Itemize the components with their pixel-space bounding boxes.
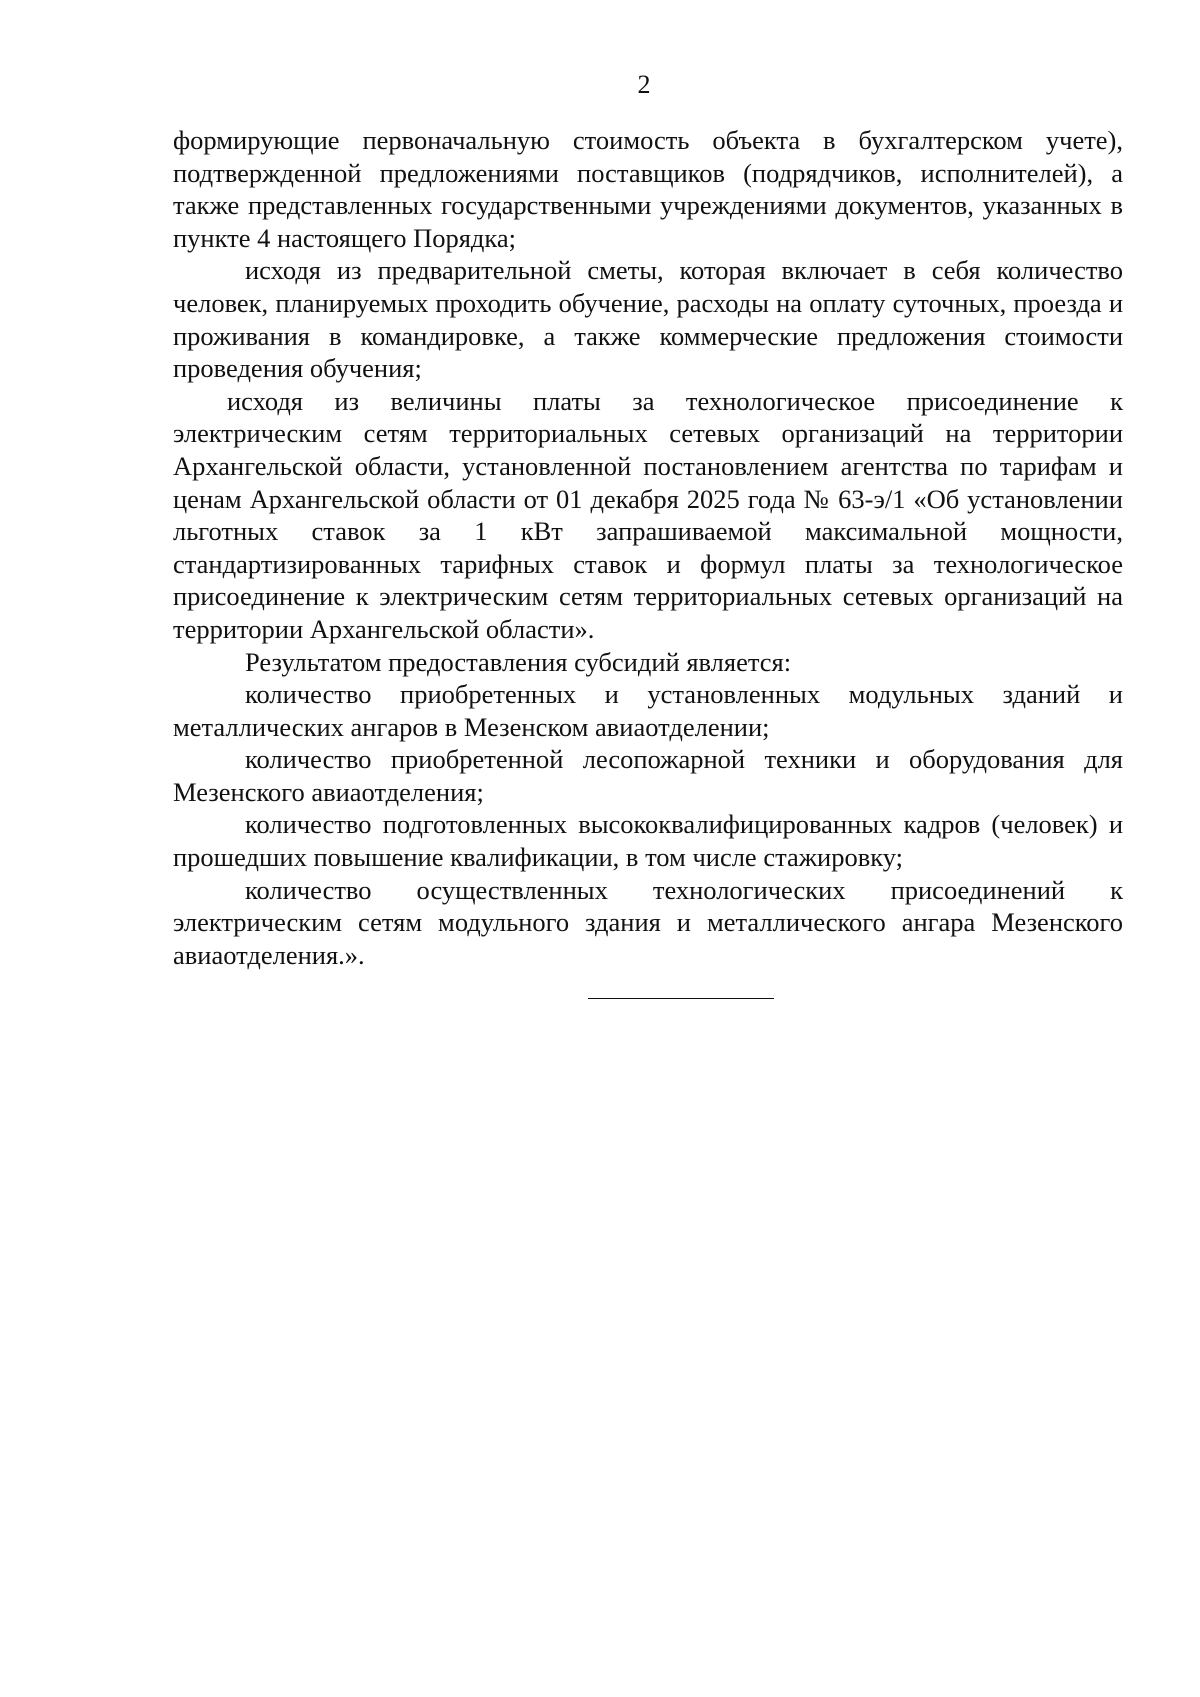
paragraph-result-buildings: количество приобретенных и установленных модульных зданий и металлических ангаров в Мезенском авиаотделении; [173,679,1123,742]
paragraph-training-estimate: исходя из предварительной сметы, которая включает в себя количество человек, планируемых проходить обучение, расходы на оплату суточных, проезда и проживания в командировке, а также коммерческие предложения стоимости проведения обучения; [173,255,1123,384]
document-body [173,124,1123,971]
paragraph-result-equipment: количество приобретенной лесопожарной техники и оборудования для Мезенского авиаотделения; [173,744,1123,807]
paragraph-result-personnel: количество подготовленных высококвалифицированных кадров (человек) и прошедших повышение квалификации, в том числе стажировку; [173,809,1123,873]
paragraph-result-connections: количество осуществленных технологических присоединений к электрическим сетям модульного здания и металлического ангара Мезенского авиаотделения.». [173,874,1123,970]
paragraph-grid-connection-fee: исходя из величины платы за технологическое присоединение к электрическим сетям территориальных сетевых организаций на территории Архангельской области, установленной постановлением агентства по тарифам и ценам Архангельской области от 01 декабря 2025 года № 63-э/1 «Об установлении льготных ставок за 1 кВт запрашиваемой максимальной мощности, стандартизированных тарифных ставок и формул платы за технологическое присоединение к электрическим сетям территориальных сетевых организаций на территории Архангельской области». [173,385,1123,644]
paragraph-cost-basis: формирующие первоначальную стоимость объекта в бухгалтерском учете), подтвержденной предложениями поставщиков (подрядчиков, исполнителей), а также представленных государственными учреждениями документов, указанных в пункте 4 настоящего Порядка; [173,125,1123,253]
closing-divider-line [588,998,774,999]
paragraph-results-heading: Результатом предоставления субсидий является: [245,646,792,677]
page-number: 2 [637,70,651,99]
